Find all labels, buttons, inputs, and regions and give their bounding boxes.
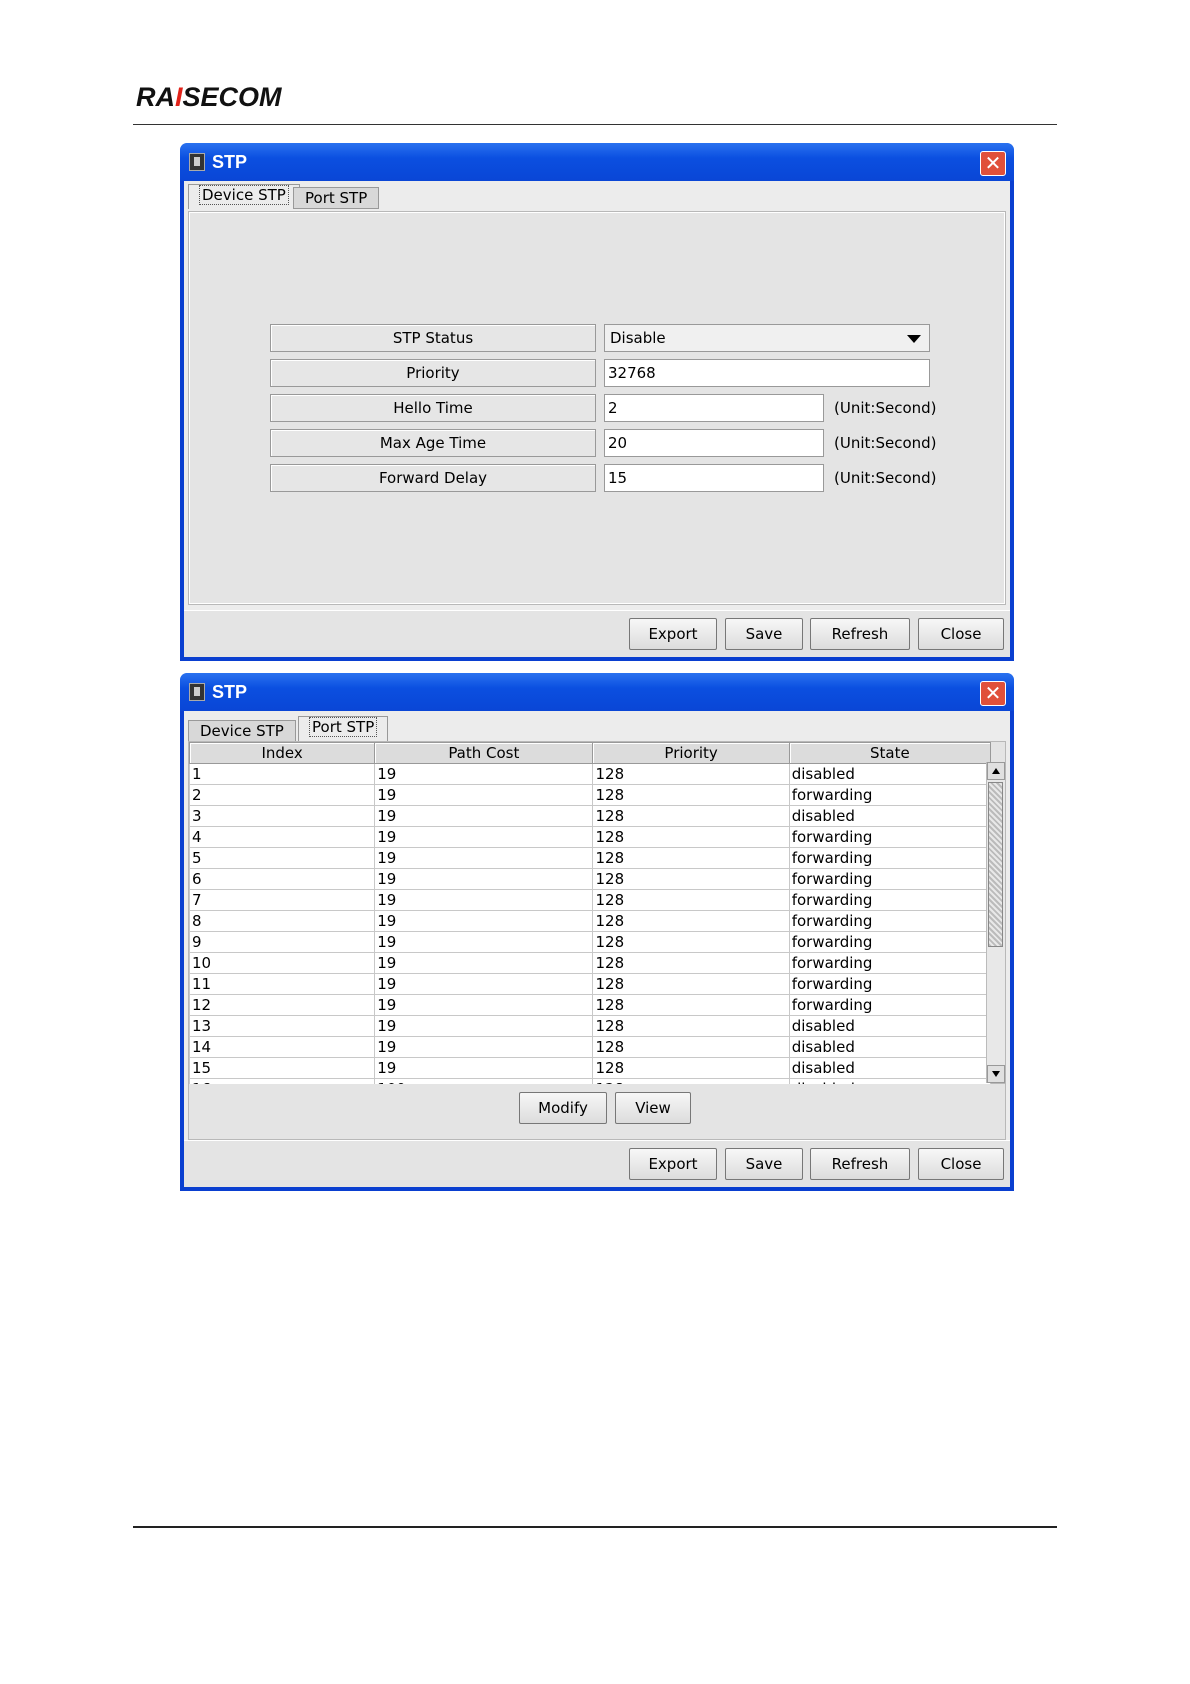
cell-priority: 128 — [593, 932, 789, 953]
device-stp-panel — [188, 211, 1006, 605]
table-row[interactable] — [190, 785, 991, 806]
window-title: STP — [212, 682, 248, 702]
column-header-priority[interactable]: Priority — [593, 743, 789, 764]
cell-index: 11 — [190, 974, 375, 995]
table-row[interactable] — [190, 974, 991, 995]
table-row[interactable] — [190, 869, 991, 890]
cell-state: forwarding — [789, 785, 990, 806]
table-row[interactable] — [190, 806, 991, 827]
cell-priority: 128 — [593, 953, 789, 974]
table-row[interactable] — [190, 1058, 991, 1079]
raisecom-logo: RAISECOM — [136, 82, 282, 112]
port-stp-table-panel — [188, 741, 1006, 1084]
cell-state: forwarding — [789, 827, 990, 848]
table-scrollbar[interactable] — [986, 762, 1005, 1083]
cell-state: forwarding — [789, 974, 990, 995]
cell-priority: 128 — [593, 827, 789, 848]
export-button[interactable]: Export — [629, 618, 717, 650]
cell-priority: 128 — [593, 806, 789, 827]
cell-index: 3 — [190, 806, 375, 827]
cell-priority: 128 — [593, 848, 789, 869]
cell-path-cost: 19 — [375, 911, 593, 932]
tab-port-stp[interactable]: Port STP — [293, 187, 379, 209]
app-icon — [189, 153, 205, 171]
cell-path-cost: 19 — [375, 1037, 593, 1058]
cell-path-cost: 19 — [375, 785, 593, 806]
stp-status-value: Disable — [610, 329, 666, 347]
cell-priority: 128 — [593, 869, 789, 890]
header-divider — [133, 124, 1057, 125]
table-row[interactable] — [190, 890, 991, 911]
cell-path-cost: 19 — [375, 932, 593, 953]
cell-priority: 128 — [593, 995, 789, 1016]
cell-state: disabled — [789, 1016, 990, 1037]
tab-device-stp[interactable]: Device STP — [188, 184, 300, 209]
forward-delay-input[interactable]: 15 — [604, 464, 824, 492]
cell-path-cost: 19 — [375, 764, 593, 785]
table-row[interactable] — [190, 911, 991, 932]
cell-index: 5 — [190, 848, 375, 869]
window-title: STP — [212, 152, 248, 172]
stp-status-label: STP Status — [270, 324, 596, 352]
cell-priority: 128 — [593, 890, 789, 911]
refresh-button[interactable]: Refresh — [810, 618, 910, 650]
table-row[interactable] — [190, 932, 991, 953]
scroll-thumb[interactable] — [988, 782, 1003, 947]
scroll-up-icon[interactable] — [987, 762, 1005, 780]
cell-state: forwarding — [789, 869, 990, 890]
close-button[interactable]: Close — [918, 618, 1004, 650]
cell-path-cost: 19 — [375, 890, 593, 911]
cell-index: 1 — [190, 764, 375, 785]
priority-input[interactable]: 32768 — [604, 359, 930, 387]
cell-priority: 128 — [593, 764, 789, 785]
cell-state: disabled — [789, 806, 990, 827]
cell-index: 14 — [190, 1037, 375, 1058]
table-row[interactable] — [190, 764, 991, 785]
stp-window-device — [180, 143, 1014, 661]
column-header-state[interactable]: State — [789, 743, 990, 764]
column-header-index[interactable]: Index — [190, 743, 375, 764]
table-row[interactable] — [190, 1037, 991, 1058]
cell-state: forwarding — [789, 911, 990, 932]
cell-index: 15 — [190, 1058, 375, 1079]
table-row[interactable] — [190, 1016, 991, 1037]
hello-time-label: Hello Time — [270, 394, 596, 422]
view-button[interactable]: View — [615, 1092, 691, 1124]
button-bar — [184, 1140, 1010, 1187]
cell-path-cost: 19 — [375, 953, 593, 974]
max-age-input[interactable]: 20 — [604, 429, 824, 457]
cell-path-cost: 19 — [375, 848, 593, 869]
footer-divider — [133, 1526, 1057, 1528]
hello-time-input[interactable]: 2 — [604, 394, 824, 422]
close-button[interactable]: Close — [918, 1148, 1004, 1180]
cell-state: forwarding — [789, 932, 990, 953]
max-age-label: Max Age Time — [270, 429, 596, 457]
scroll-down-icon[interactable] — [987, 1065, 1005, 1083]
window-close-icon[interactable]: ✕ — [980, 681, 1006, 706]
cell-index: 6 — [190, 869, 375, 890]
cell-path-cost: 19 — [375, 1058, 593, 1079]
cell-priority: 128 — [593, 1058, 789, 1079]
cell-index: 4 — [190, 827, 375, 848]
cell-path-cost: 19 — [375, 827, 593, 848]
chevron-down-icon[interactable] — [907, 335, 921, 343]
cell-priority: 128 — [593, 1016, 789, 1037]
title-bar[interactable] — [180, 673, 1014, 711]
export-button[interactable]: Export — [629, 1148, 717, 1180]
cell-priority: 128 — [593, 785, 789, 806]
refresh-button[interactable]: Refresh — [810, 1148, 910, 1180]
cell-index: 13 — [190, 1016, 375, 1037]
cell-state: forwarding — [789, 995, 990, 1016]
cell-state: forwarding — [789, 953, 990, 974]
cell-priority: 128 — [593, 1037, 789, 1058]
max-age-unit: (Unit:Second) — [834, 434, 937, 452]
table-actions-bar — [188, 1084, 1006, 1140]
cell-state: forwarding — [789, 848, 990, 869]
stp-window-port — [180, 673, 1014, 1191]
table-row[interactable] — [190, 827, 991, 848]
cell-priority: 128 — [593, 911, 789, 932]
cell-index: 10 — [190, 953, 375, 974]
cell-state: forwarding — [789, 890, 990, 911]
cell-path-cost: 19 — [375, 974, 593, 995]
table-row[interactable] — [190, 953, 991, 974]
modify-button[interactable]: Modify — [519, 1092, 607, 1124]
cell-index: 12 — [190, 995, 375, 1016]
cell-index: 9 — [190, 932, 375, 953]
button-bar — [184, 610, 1010, 657]
forward-delay-unit: (Unit:Second) — [834, 469, 937, 487]
save-button[interactable]: Save — [725, 1148, 803, 1180]
cell-priority: 128 — [593, 974, 789, 995]
tab-port-stp[interactable]: Port STP — [298, 716, 388, 741]
save-button[interactable]: Save — [725, 618, 803, 650]
cell-path-cost: 19 — [375, 806, 593, 827]
cell-path-cost: 19 — [375, 1016, 593, 1037]
stp-status-select[interactable] — [604, 324, 930, 352]
title-bar[interactable] — [180, 143, 1014, 181]
table-row[interactable] — [190, 848, 991, 869]
column-header-path-cost[interactable]: Path Cost — [375, 743, 593, 764]
app-icon — [189, 683, 205, 701]
forward-delay-label: Forward Delay — [270, 464, 596, 492]
cell-index: 2 — [190, 785, 375, 806]
cell-state: disabled — [789, 1058, 990, 1079]
cell-path-cost: 19 — [375, 995, 593, 1016]
table-header-row — [190, 743, 991, 764]
table-row[interactable] — [190, 995, 991, 1016]
cell-state: disabled — [789, 764, 990, 785]
hello-time-unit: (Unit:Second) — [834, 399, 937, 417]
port-stp-table — [189, 742, 991, 1100]
priority-label: Priority — [270, 359, 596, 387]
cell-state: disabled — [789, 1037, 990, 1058]
cell-index: 7 — [190, 890, 375, 911]
cell-index: 8 — [190, 911, 375, 932]
cell-path-cost: 19 — [375, 869, 593, 890]
tab-device-stp[interactable]: Device STP — [188, 720, 296, 742]
window-close-icon[interactable]: ✕ — [980, 151, 1006, 176]
